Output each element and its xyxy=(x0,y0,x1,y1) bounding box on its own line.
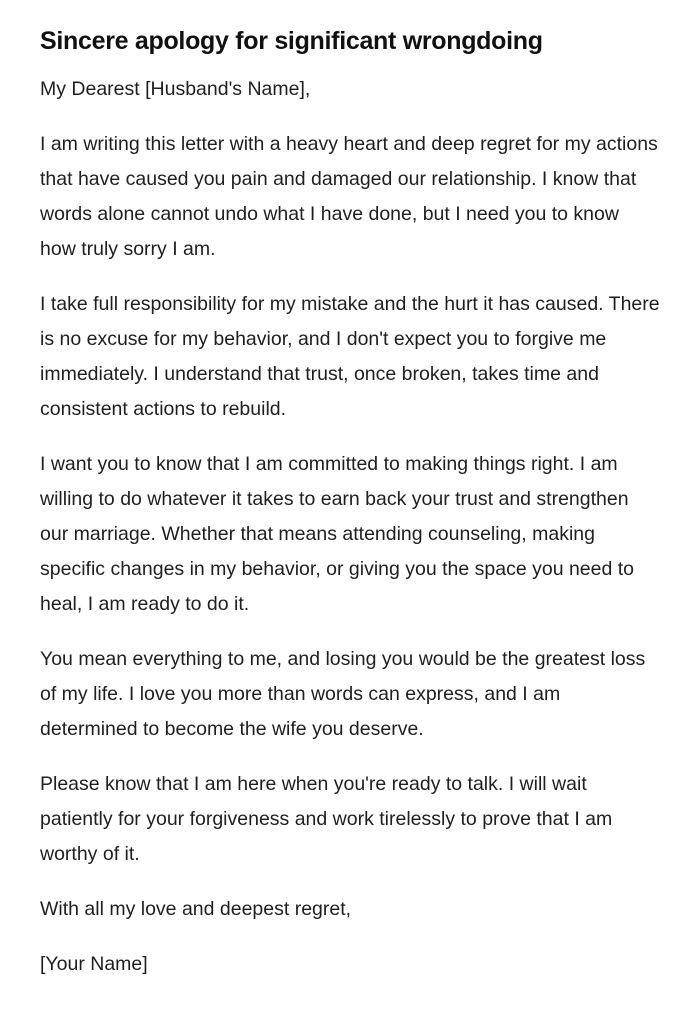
letter-paragraph-3: I want you to know that I am committed to making things right. I am willing to do whatever it takes to earn back your trust and strengthen our marriage. Whether that means attending counseling, making specific changes in my behavior, or giving you the space you need to heal, I am ready to do it. xyxy=(40,453,635,615)
letter-paragraph-2: I take full responsibility for my mistake and the hurt it has caused. There is no excuse for my behavior, and I don't expect you to forgive me immediately. I understand that trust, once broken, takes time and consistent actions to rebuild. xyxy=(40,293,660,420)
letter-paragraph-5: Please know that I am here when you're ready to talk. I will wait patiently for your forgiveness and work tirelessly to prove that I am worthy of it. xyxy=(40,773,613,865)
letter-closing: With all my love and deepest regret, xyxy=(40,898,352,920)
letter-paragraph-1: I am writing this letter with a heavy heart and deep regret for my actions that have caused you pain and damaged our relationship. I know that words alone cannot undo what I have done, but I need you to know how truly sorry I am. xyxy=(40,133,658,260)
letter-salutation: My Dearest [Husband's Name], xyxy=(40,78,311,100)
letter-paragraph-4: You mean everything to me, and losing you would be the greatest loss of my life. I love you more than words can express, and I am determined to become the wife you deserve. xyxy=(40,648,646,740)
letter-signature: [Your Name] xyxy=(40,953,148,975)
letter-title: Sincere apology for significant wrongdoing xyxy=(40,27,543,55)
